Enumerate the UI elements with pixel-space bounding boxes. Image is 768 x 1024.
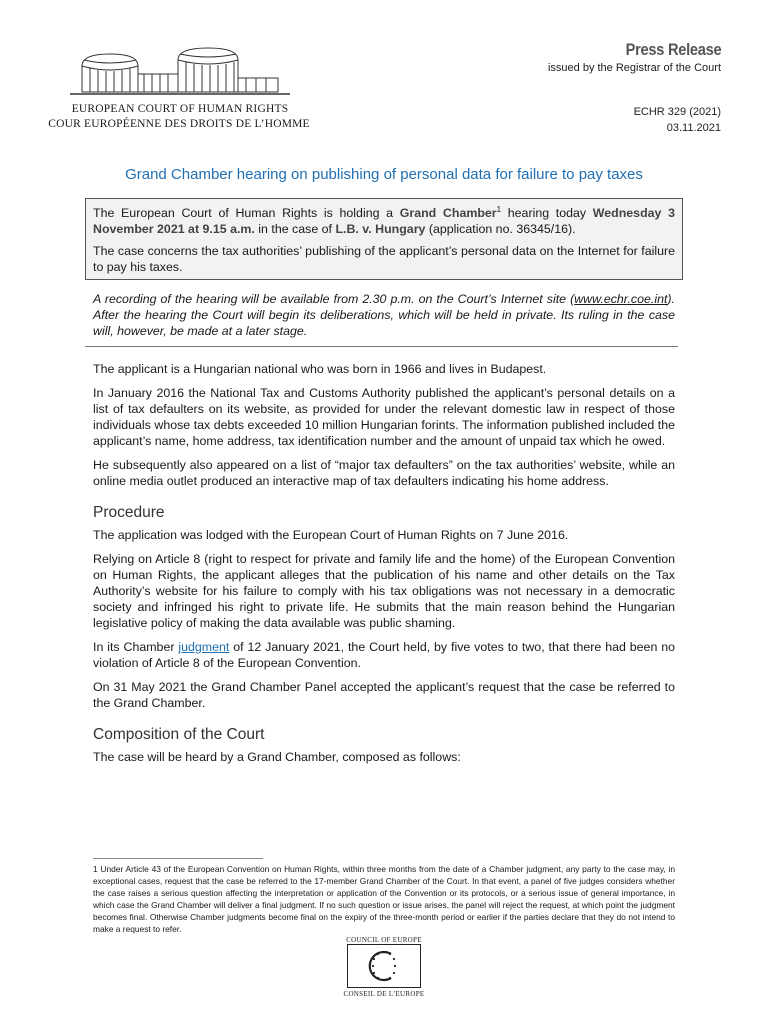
page-title: Grand Chamber hearing on publishing of personal data for failure to pay taxes bbox=[125, 166, 643, 183]
body-paragraph: In January 2016 the National Tax and Customs Authority published the applicant’s personal details on a list of tax defaulters on its website, as provided for under the relevant domestic law in respect of those individuals whose tax debts exceeded 10 million Hungarian forints. The information published included the applicant’s name, home address, tax identification number and the amount of unpaid tax which he owed. bbox=[93, 386, 675, 448]
footnote-divider bbox=[93, 858, 263, 859]
body-paragraph: On 31 May 2021 the Grand Chamber Panel accepted the applicant’s request that the case be referred to the Grand Chamber. bbox=[93, 680, 675, 710]
grand-chamber-term: Grand Chamber bbox=[399, 206, 497, 221]
note-text: A recording of the hearing will be available from 2.30 p.m. on the Court’s Internet site ( bbox=[93, 292, 575, 306]
body-text: In its Chamber bbox=[93, 640, 179, 654]
doc-type-heading: Press Release bbox=[625, 40, 721, 59]
case-name: L.B. v. Hungary bbox=[335, 222, 426, 237]
body-text: of 12 January 2021, the Court held, by five votes to two, that there had been no violation of Article 8 of the European Convention. bbox=[93, 640, 676, 670]
hearing-datetime: Wednesday 3 November 2021 at 9.15 a.m. bbox=[93, 206, 676, 237]
footnote-marker: 1 bbox=[496, 205, 502, 214]
echr-website-link[interactable]: www.echr.coe.int bbox=[574, 292, 668, 306]
body-paragraph: Relying on Article 8 (right to respect for private and family life and the home) of the European Convention on Human Rights, the applicant alleges that the publication of his name and other details on the Tax Authority’s website for his failure to comply with his tax obligations was not necessary in a democratic society and infringed his right to private life. He submits that the main reason behind the Hungarian legislative policy of making the data available was public shaming. bbox=[93, 552, 675, 630]
judgment-link[interactable]: judgment bbox=[178, 640, 230, 654]
coe-name-en: COUNCIL OF EUROPE bbox=[346, 936, 422, 944]
body-paragraph bbox=[93, 639, 675, 671]
body-paragraph: The case will be heard by a Grand Chamber, composed as follows: bbox=[93, 750, 461, 764]
reference-number: ECHR 329 (2021) bbox=[633, 106, 721, 118]
summary-text: hearing today bbox=[501, 206, 593, 221]
coe-name-fr: CONSEIL DE L’EUROPE bbox=[343, 990, 425, 998]
recording-note bbox=[93, 291, 675, 339]
procedure-heading: Procedure bbox=[93, 504, 165, 521]
council-of-europe-logo bbox=[347, 944, 421, 988]
court-name-en: EUROPEAN COURT OF HUMAN RIGHTS bbox=[71, 103, 289, 115]
summary-text: in the case of bbox=[254, 222, 336, 237]
court-building-logo bbox=[60, 44, 300, 102]
summary-paragraph-2: The case concerns the tax authorities’ publishing of the applicant’s personal data on the Internet for failure to pay his taxes. bbox=[93, 244, 675, 275]
section-divider bbox=[85, 346, 678, 347]
body-paragraph: The applicant is a Hungarian national who was born in 1966 and lives in Budapest. bbox=[93, 362, 547, 376]
release-date: 03.11.2021 bbox=[666, 122, 721, 134]
issued-by-line: issued by the Registrar of the Court bbox=[547, 62, 721, 74]
body-paragraph: The application was lodged with the European Court of Human Rights on 7 June 2016. bbox=[93, 528, 569, 542]
summary-text: (application no. 36345/16). bbox=[425, 222, 576, 237]
note-text: ). After the hearing the Court will begin its deliberations, which will be held in private. Its ruling in the case will, however, be made at a later stage. bbox=[93, 292, 675, 338]
summary-box bbox=[85, 198, 683, 280]
summary-paragraph-1 bbox=[93, 202, 675, 237]
summary-text: The European Court of Human Rights is holding a bbox=[93, 206, 400, 221]
court-name-fr: COUR EUROPÉENNE DES DROITS DE L’HOMME bbox=[48, 118, 310, 130]
footnote: 1 Under Article 43 of the European Convention on Human Rights, within three months from the date of a Chamber judgment, any party to the case may, in exceptional cases, request that the case be referred to the 17-member Grand Chamber of the Court. In that event, a panel of five judges considers whether the case raises a serious question affecting the interpretation or application of the Convention or its protocols, or a serious issue of general importance, in which case the Grand Chamber will deliver a final judgment. If no such question or issue arises, the panel will reject the request, at which point the judgment becomes final. Otherwise Chamber judgments become final on the expiry of the three-month period or earlier if the parties declare that they do not intend to make a request to refer. bbox=[93, 864, 675, 934]
body-paragraph: He subsequently also appeared on a list of “major tax defaulters” on the tax authorities’ website, while an online media outlet produced an interactive map of tax defaulters indicating his home address. bbox=[93, 458, 675, 488]
main-body bbox=[93, 361, 675, 773]
composition-heading: Composition of the Court bbox=[93, 726, 265, 743]
